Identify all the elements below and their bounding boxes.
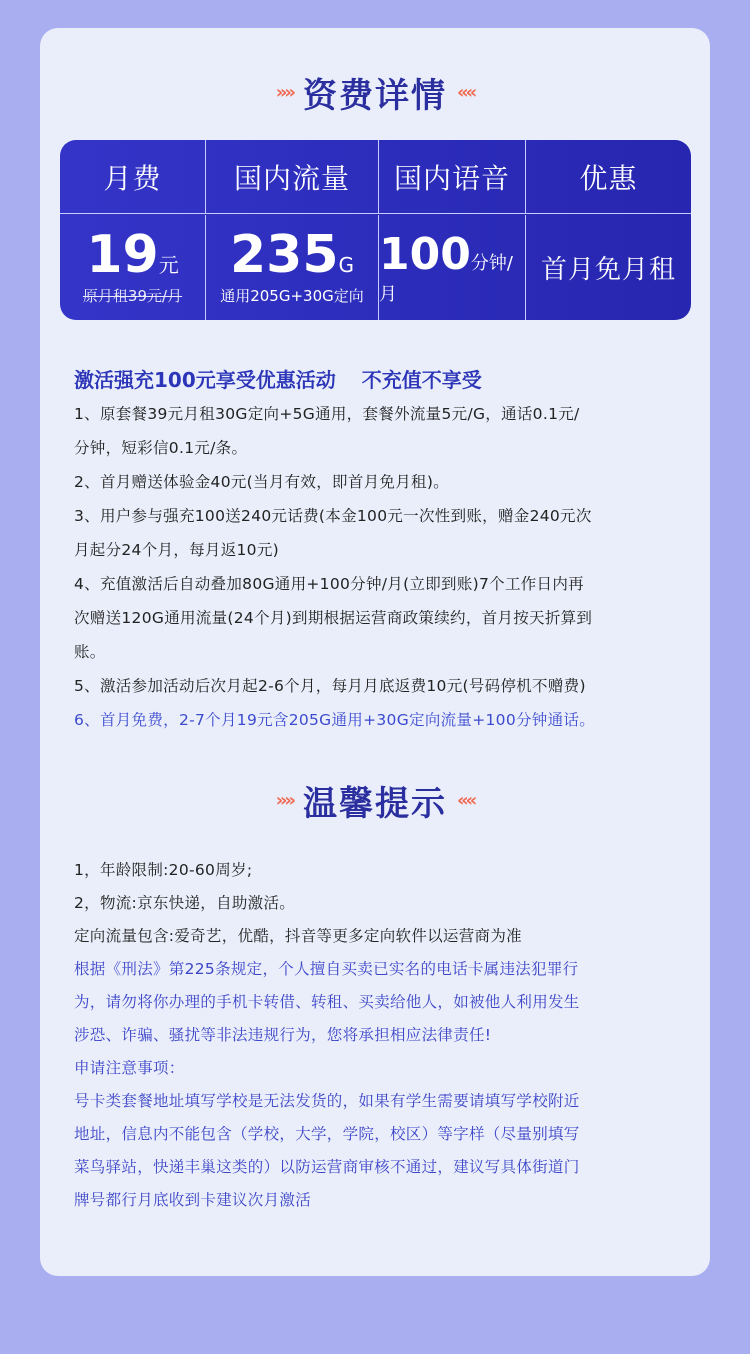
header-monthly-fee: 月费 [103, 161, 162, 195]
voice-value: 100 [379, 229, 471, 280]
tip-line: 定向流量包含:爱奇艺，优酷，抖音等更多定向软件以运营商为准 [74, 927, 522, 945]
chevron-right-deco-icon: »» [275, 790, 293, 811]
fee-unit: 元 [158, 253, 179, 277]
activity-title [74, 364, 694, 393]
voice-cell [379, 215, 526, 320]
content-card [40, 28, 710, 1276]
pricing-table [60, 140, 691, 320]
activity-line: 4、充值激活后自动叠加80G通用+100分钟/月(立即到账)7个工作日内再 [74, 575, 584, 593]
tips-title: 温馨提示 [303, 784, 447, 824]
warning-line: 牌号都行月底收到卡建议次月激活 [74, 1191, 312, 1209]
warning-line: 地址，信息内不能包含（学校，大学，学院，校区）等字样（尽量别填写 [74, 1125, 580, 1143]
fee-value: 19 [86, 225, 159, 285]
activity-line: 5、激活参加活动后次月起2-6个月，每月月底返费10元(号码停机不赠费) [74, 677, 586, 695]
header-domestic-voice: 国内语音 [393, 161, 510, 195]
chevron-left-deco-icon: «« [457, 82, 475, 103]
chevron-left-deco-icon: «« [457, 790, 475, 811]
activity-title-note: 不充值不享受 [361, 368, 482, 392]
promo-text: 首月免月租 [540, 255, 676, 285]
activity-line: 月起分24个月，每月返10元) [74, 541, 279, 559]
tips-section [74, 854, 694, 1217]
activity-line: 1、原套餐39元月租30G定向+5G通用，套餐外流量5元/G，通话0.1元/ [74, 405, 580, 423]
activity-highlight: 6、首月免费，2-7个月19元含205G通用+30G定向流量+100分钟通话。 [74, 711, 595, 729]
activity-line: 3、用户参与强充100送240元话费(本金100元一次性到账，赠金240元次 [74, 507, 592, 525]
activity-line: 2、首月赠送体验金40元(当月有效，即首月免月租)。 [74, 473, 449, 491]
data-detail: 通用205G+30G定向 [220, 287, 364, 305]
pricing-table-header [60, 140, 691, 214]
section-title-tips [40, 776, 710, 825]
activity-section [74, 364, 694, 737]
fee-cell [60, 215, 206, 320]
data-cell [206, 215, 379, 320]
activity-line: 次赠送120G通用流量(24个月)到期根据运营商政策续约，首月按天折算到 [74, 609, 593, 627]
pricing-title: 资费详情 [303, 76, 447, 116]
warning-line: 号卡类套餐地址填写学校是无法发货的，如果有学生需要请填写学校附近 [74, 1092, 580, 1110]
voice-unit: 分钟/月 [379, 253, 513, 305]
data-unit: G [338, 253, 355, 277]
warning-line: 为，请勿将你办理的手机卡转借、转租、买卖给他人，如被他人利用发生 [74, 993, 580, 1011]
pricing-table-values [60, 215, 691, 320]
activity-line: 账。 [74, 643, 106, 661]
warning-line: 涉恐、诈骗、骚扰等非法违规行为，您将承担相应法律责任! [74, 1026, 492, 1044]
promo-cell [526, 215, 691, 320]
original-fee: 原月租39元/月 [82, 287, 183, 305]
activity-line: 分钟，短彩信0.1元/条。 [74, 439, 248, 457]
warning-line: 根据《刑法》第225条规定，个人擅自买卖已实名的电话卡属违法犯罪行 [74, 960, 579, 978]
tip-line: 2，物流:京东快递，自助激活。 [74, 894, 296, 912]
notice-heading: 申请注意事项： [74, 1059, 185, 1077]
tip-line: 1，年龄限制:20-60周岁; [74, 861, 253, 879]
chevron-right-deco-icon: »» [275, 82, 293, 103]
activity-title-main: 激活强充100元享受优惠活动 [74, 368, 336, 392]
header-discount: 优惠 [579, 161, 638, 195]
warning-line: 菜鸟驿站，快递丰巢这类的）以防运营商审核不通过，建议写具体街道门 [74, 1158, 580, 1176]
data-value: 235 [229, 225, 339, 285]
header-domestic-data: 国内流量 [233, 161, 350, 195]
section-title-pricing [40, 68, 710, 117]
